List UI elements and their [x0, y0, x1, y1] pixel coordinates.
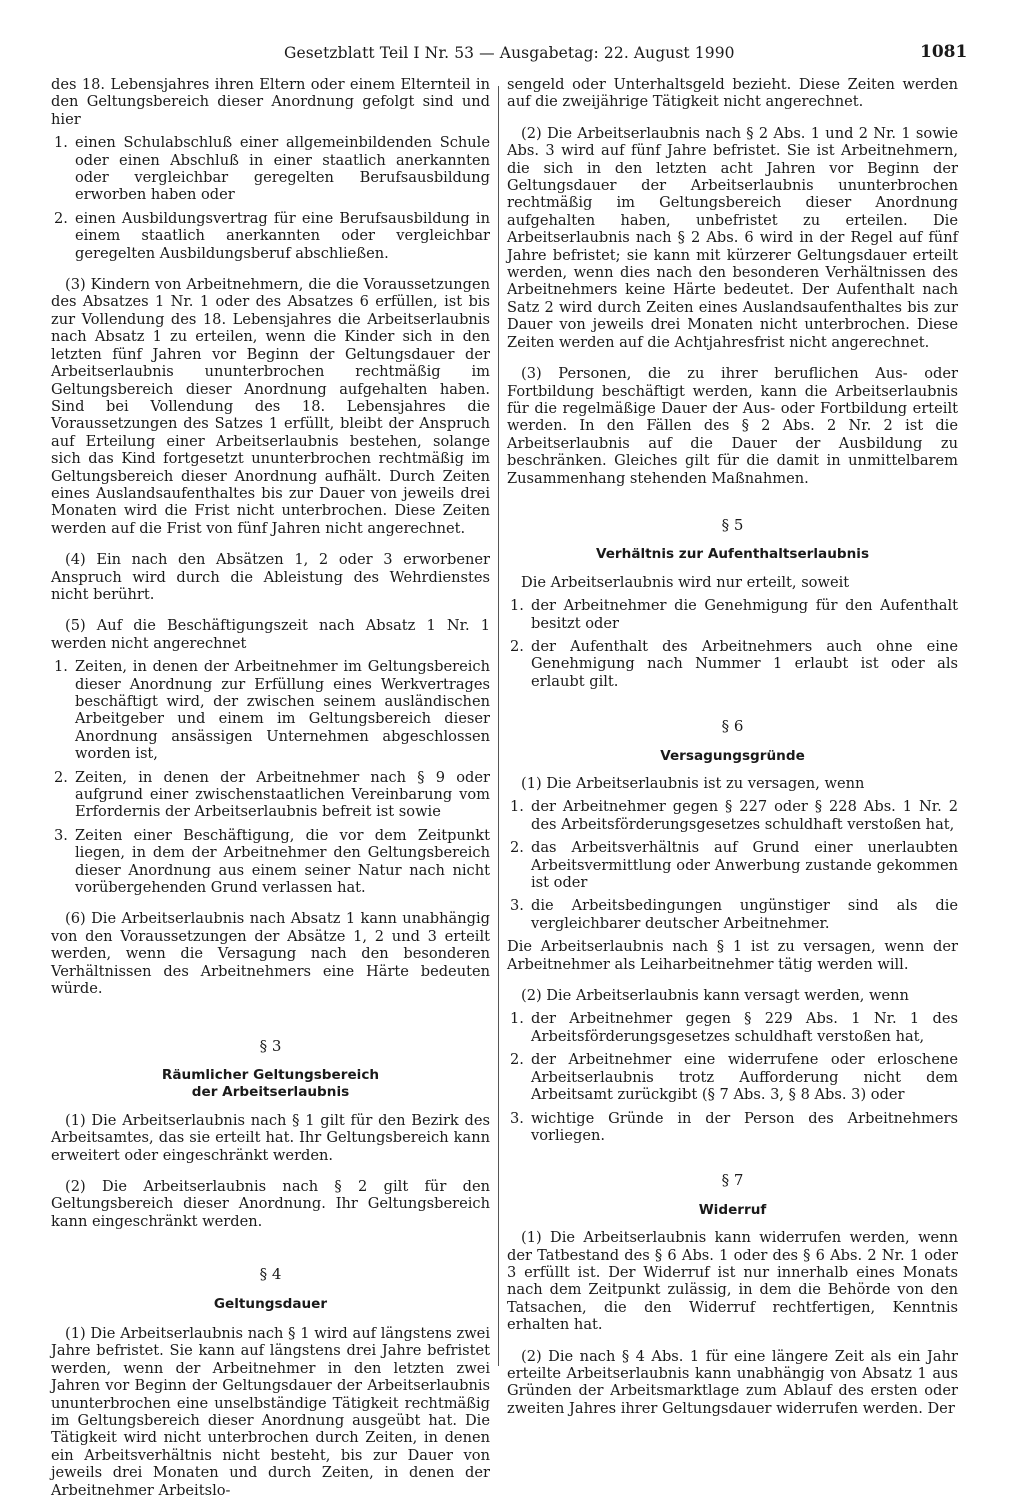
list-number: 3.	[510, 897, 524, 915]
list-item	[51, 827, 490, 897]
paragraph: (1) Die Arbeitserlaubnis nach § 1 gilt für den Bezirk des Arbeitsamtes, das sie erteilt hat. Ihr Geltungsbereich kann erweitert oder eingeschränkt werden.	[51, 1111, 490, 1164]
list-text: einen Schulabschluß einer allgemeinbildenden Schule oder einen Abschluß in einer staatlich anerkannten oder vergleichbar geregelten Berufsausbildung erworben haben oder	[75, 134, 490, 204]
list-number: 2.	[54, 209, 68, 227]
list-number: 2.	[54, 768, 68, 786]
section-number: § 3	[259, 1036, 282, 1055]
section-number: § 7	[721, 1171, 744, 1190]
list-text: der Arbeitnehmer gegen § 227 oder § 228 Abs. 1 Nr. 2 des Arbeitsförderungsgesetzes schuldhaft verstoßen hat,	[531, 798, 958, 833]
list-number: 1.	[510, 597, 524, 615]
list-item	[51, 134, 490, 204]
list-item	[507, 638, 958, 690]
paragraph: Die Arbeitserlaubnis wird nur erteilt, soweit	[521, 573, 850, 591]
paragraph: Die Arbeitserlaubnis nach § 1 ist zu versagen, wenn der Arbeitnehmer als Leiharbeitnehmer tätig werden will.	[507, 938, 958, 973]
paragraph: (2) Die nach § 4 Abs. 1 für eine längere Zeit als ein Jahr erteilte Arbeitserlaubnis kann unabhängig von Absatz 1 aus Gründen der Arbeitsmarktlage zum Ablauf des ersten oder zweiten Jahres ihrer Geltungsdauer widerrufen werden. Der	[507, 1347, 958, 1417]
paragraph: (1) Die Arbeitserlaubnis nach § 1 wird auf längstens zwei Jahre befristet. Sie kann auf längstens drei Jahre befristet werden, wenn der Arbeitnehmer in den letzten zwei Jahren vor Beginn der Geltungsdauer der Arbeitserlaubnis ununterbrochen eine unselbständige Tätigkeit rechtmäßig im Geltungsbereich dieser Anordnung ausgeübt hat. Die Tätigkeit wird nicht unterbrochen durch Zeiten, in denen ein Arbeitsverhältnis nicht besteht, bis zur Dauer von jeweils drei Monaten und durch Zeiten, in denen der Arbeitnehmer Arbeitslo-	[51, 1324, 490, 1499]
list-item	[507, 897, 958, 932]
column-divider	[498, 86, 499, 1366]
list-item	[507, 839, 958, 891]
running-header: Gesetzblatt Teil I Nr. 53 — Ausgabetag: 22. August 1990	[284, 44, 735, 62]
section-number: § 4	[259, 1265, 282, 1284]
list-number: 3.	[54, 826, 68, 844]
list-item	[51, 769, 490, 821]
list-text: wichtige Gründe in der Person des Arbeitnehmers vorliegen.	[531, 1109, 958, 1144]
list-text: Zeiten einer Beschäftigung, die vor dem Zeitpunkt liegen, in dem der Arbeitnehmer den Geltungsbereich dieser Anordnung aus einem seiner Natur nach nicht vorübergehenden Grund verlassen hat.	[75, 826, 490, 897]
list-text: Zeiten, in denen der Arbeitnehmer nach § 9 oder aufgrund einer zwischenstaatlichen Vereinbarung vom Erfordernis der Arbeitserlaubnis befreit ist sowie	[75, 768, 490, 821]
paragraph: (1) Die Arbeitserlaubnis ist zu versagen, wenn	[521, 775, 865, 792]
list-text: einen Ausbildungsvertrag für eine Berufsausbildung in einem staatlich anerkannten oder vergleichbar geregelten Ausbildungsberuf abschließen.	[75, 209, 490, 262]
list-number: 2.	[510, 1051, 524, 1069]
list-item	[51, 658, 490, 762]
list-item	[51, 210, 490, 262]
paragraph: (2) Die Arbeitserlaubnis kann versagt werden, wenn	[521, 987, 909, 1005]
paragraph-continuation: sengeld oder Unterhaltsgeld bezieht. Diese Zeiten werden auf die zweijährige Tätigkeit nicht angerechnet.	[507, 76, 958, 111]
list-number: 2.	[510, 637, 524, 655]
list-number: 1.	[54, 658, 68, 676]
right-column	[507, 76, 958, 1417]
list-item	[507, 1051, 958, 1103]
list-text: der Aufenthalt des Arbeitnehmers auch ohne eine Genehmigung nach Nummer 1 erlaubt ist oder als erlaubt gilt.	[531, 637, 958, 690]
list-text: der Arbeitnehmer eine widerrufene oder erloschene Arbeitserlaubnis trotz Aufforderung nicht dem Arbeitsamt zurückgibt (§ 7 Abs. 3, § 8 Abs. 3) oder	[531, 1051, 958, 1104]
page-number: 1081	[920, 42, 968, 62]
paragraph-continuation: des 18. Lebensjahres ihren Eltern oder einem Elternteil in den Geltungsbereich dieser Anordnung gefolgt sind und hier	[51, 76, 490, 128]
paragraph-3: (3) Kindern von Arbeitnehmern, die die Voraussetzungen des Absatzes 1 Nr. 1 oder des Absatzes 6 erfüllen, ist bis zur Vollendung des 18. Lebensjahres die Arbeitserlaubnis nach Absatz 1 zu erteilen, wenn die Kinder sich in den letzten fünf Jahren vor Beginn der Geltungsdauer der Arbeitserlaubnis ununterbrochen rechtmäßig im Geltungsbereich dieser Anordnung aufgehalten haben. Sind bei Vollendung des 18. Lebensjahres die Voraussetzungen des Satzes 1 erfüllt, bleibt der Anspruch auf Erteilung einer Arbeitserlaubnis bestehen, solange sich das Kind fortgesetzt ununterbrochen rechtmäßig im Geltungsbereich dieser Anordnung aufhält. Durch Zeiten eines Auslandsaufenthaltes bis zur Dauer von jeweils drei Monaten wird die Frist nicht unterbrochen. Diese Zeiten werden auf die Frist von fünf Jahren nicht angerechnet.	[51, 276, 490, 537]
section-number: § 6	[721, 717, 744, 736]
list-text: der Arbeitnehmer gegen § 229 Abs. 1 Nr. 1 des Arbeitsförderungsgesetzes schuldhaft verstoßen hat,	[531, 1010, 958, 1045]
list-number: 1.	[510, 798, 524, 816]
list-item	[507, 1110, 958, 1145]
list-number: 1.	[510, 1010, 524, 1028]
section-title: Räumlicher Geltungsbereich	[161, 1066, 380, 1083]
paragraph-6: (6) Die Arbeitserlaubnis nach Absatz 1 kann unabhängig von den Voraussetzungen der Absätze 1, 2 und 3 erteilt werden, wenn die Versagung nach den besonderen Verhältnissen des Arbeitnehmers eine Härte bedeuten würde.	[51, 910, 490, 998]
section-title: Versagungsgründe	[660, 747, 805, 764]
section-number: § 5	[721, 515, 744, 534]
list-item	[507, 597, 958, 632]
list-text: Zeiten, in denen der Arbeitnehmer im Geltungsbereich dieser Anordnung zur Erfüllung eines Werkvertrages beschäftigt wird, der zwischen seinem ausländischen Arbeitgeber und einem im Geltungsbereich dieser Anordnung ansässigen Unternehmen abgeschlossen worden ist,	[75, 658, 490, 763]
section-title: der Arbeitserlaubnis	[191, 1084, 350, 1101]
list-number: 1.	[54, 134, 68, 152]
list-item	[507, 798, 958, 833]
list-text: das Arbeitsverhältnis auf Grund einer unerlaubten Arbeitsvermittlung oder Anwerbung zustande gekommen ist oder	[531, 839, 958, 892]
list-number: 2.	[510, 839, 524, 857]
list-text: die Arbeitsbedingungen ungünstiger sind als die vergleichbarer deutscher Arbeitnehmer.	[531, 897, 958, 932]
list-number: 3.	[510, 1109, 524, 1127]
paragraph: (2) Die Arbeitserlaubnis nach § 2 Abs. 1 und 2 Nr. 1 sowie Abs. 3 wird auf fünf Jahre befristet. Sie ist Arbeitnehmern, die sich in den letzten acht Jahren vor Beginn der Geltungsdauer der Arbeitserlaubnis ununterbrochen rechtmäßig im Geltungsbereich dieser Anordnung aufgehalten haben, unbefristet zu erteilen. Die Arbeitserlaubnis nach § 2 Abs. 6 wird in der Regel auf fünf Jahre befristet; sie kann mit kürzerer Geltungsdauer erteilt werden, wenn dies nach den besonderen Verhältnissen des Arbeitnehmers keine Härte bedeutet. Der Aufenthalt nach Satz 2 wird durch Zeiten eines Auslandsaufenthaltes bis zur Dauer von jeweils drei Monaten nicht unterbrochen. Diese Zeiten werden auf die Achtjahresfrist nicht angerechnet.	[507, 124, 958, 351]
list-text: der Arbeitnehmer die Genehmigung für den Aufenthalt besitzt oder	[531, 597, 958, 632]
section-title: Geltungsdauer	[213, 1295, 328, 1312]
section-title: Verhältnis zur Aufenthaltserlaubnis	[595, 546, 870, 563]
left-column	[51, 76, 490, 1499]
paragraph: (1) Die Arbeitserlaubnis kann widerrufen werden, wenn der Tatbestand des § 6 Abs. 1 oder des § 6 Abs. 2 Nr. 1 oder 3 erfüllt ist. Der Widerruf ist nur innerhalb eines Monats nach dem Zeitpunkt zulässig, in dem die Behörde von den Tatsachen, die den Widerruf rechtfertigen, Kenntnis erhalten hat.	[507, 1229, 958, 1334]
paragraph: (3) Personen, die zu ihrer beruflichen Aus- oder Fortbildung beschäftigt werden, kann die Arbeitserlaubnis für die regelmäßige Dauer der Aus- oder Fortbildung erteilt werden. In den Fällen des § 2 Abs. 2 Nr. 2 ist die Arbeitserlaubnis auf die Dauer der Ausbildung zu beschränken. Gleiches gilt für die damit in unmittelbarem Zusammenhang stehenden Maßnahmen.	[507, 365, 958, 487]
section-title: Widerruf	[698, 1201, 767, 1218]
paragraph: (2) Die Arbeitserlaubnis nach § 2 gilt für den Geltungsbereich dieser Anordnung. Ihr Geltungsbereich kann eingeschränkt werden.	[51, 1177, 490, 1230]
paragraph-4: (4) Ein nach den Absätzen 1, 2 oder 3 erworbener Anspruch wird durch die Ableistung des Wehrdienstes nicht berührt.	[51, 551, 490, 603]
list-item	[507, 1010, 958, 1045]
paragraph-5: (5) Auf die Beschäftigungszeit nach Absatz 1 Nr. 1 werden nicht angerechnet	[51, 617, 490, 652]
